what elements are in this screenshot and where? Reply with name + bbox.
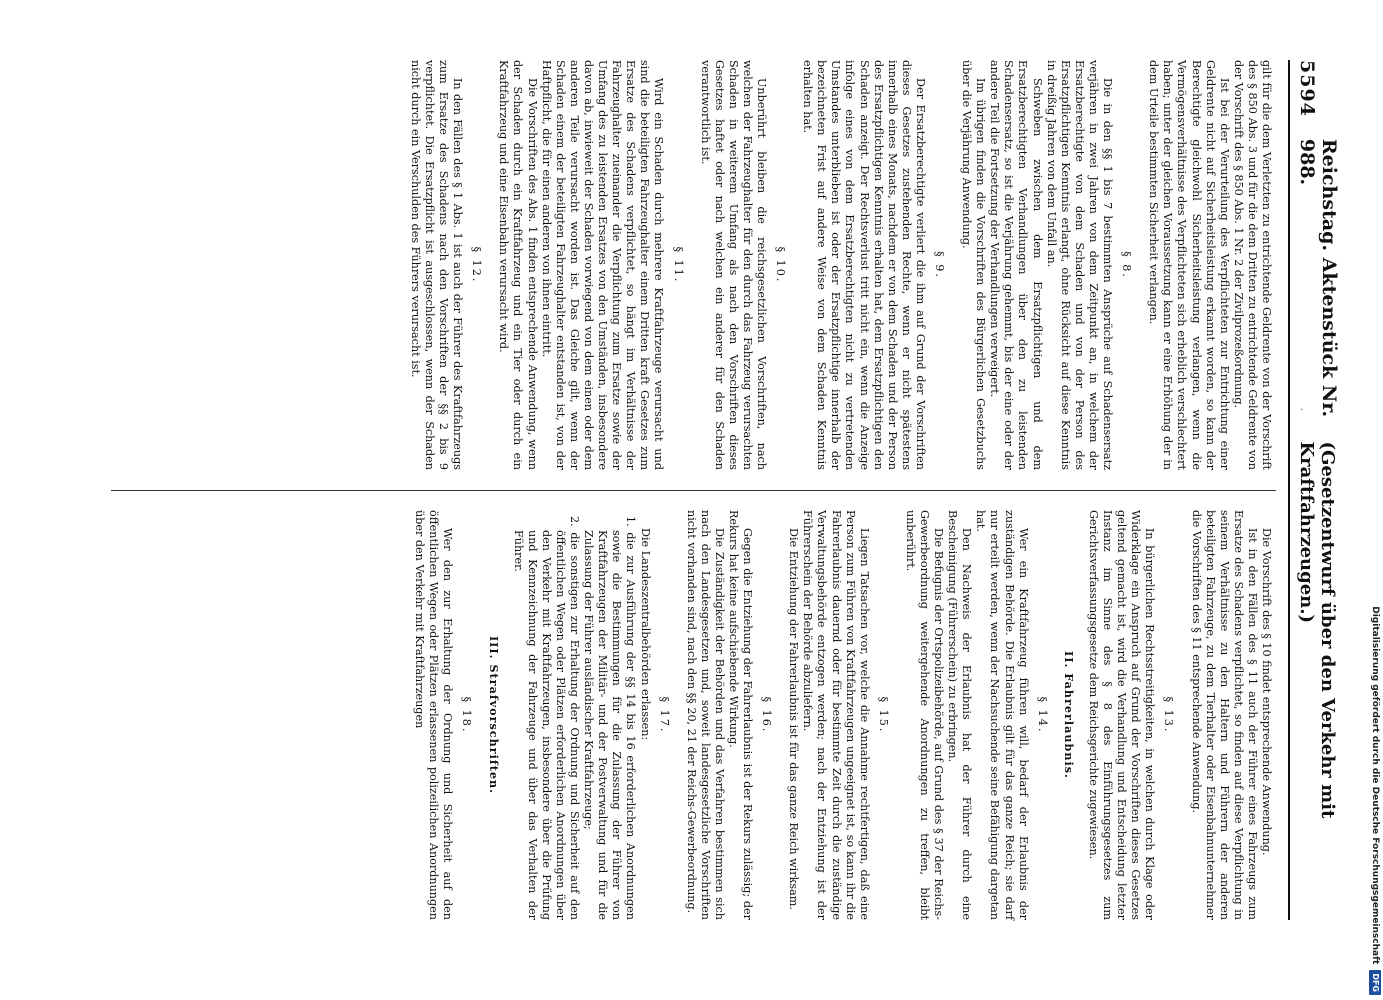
paragraph: Liegen Tatsachen vor, welche die Annahme rechtfertigen, daß eine Person zum Führen von Kraftfahrzeugen ungeeignet ist, so kann ihr die Fahrerlaubnis dauernd oder für bestimmte Zeit durch die zuständige Verwaltungsbehörde entzogen werden; nach der Entziehung ist der Führerschein der Behörde abzuliefern. — [801, 510, 871, 920]
list-item: 1. die zur Ausführung der §§ 14 bis 16 erforderlichen Anordnungen sowie die Bestimmungen für die Zulassung der Führer von Kraftfahrzeugen der Militär- und der Postverwaltung und für die Zulassung der Führer ausländischer Kraftfahrzeuge; — [582, 516, 638, 920]
list-item: 2. die sonstigen zur Erhaltung der Ordnung und Sicherheit auf den öffentlichen Wegen oder Plätzen erforderlichen Anordnungen über den Verkehr mit Kraftfahrzeugen, insbesondere über die Prüfung und Kennzeichnung der Fahrzeuge und über das Verhalten der Führer. — [511, 516, 582, 920]
paragraph: gilt für die dem Verletzten zu entrichtende Geldrente von der Vorschrift des § 850 Abs. 3 und für die dem Dritten zu entrichtende Geldrente von der Vorschrift des § 850 Abs. 1 Nr. 2 der Zivilprozeßordnung. — [1231, 60, 1273, 470]
dfg-logo: DFG — [1369, 970, 1381, 995]
part-heading: III. Strafvorschriften. — [486, 635, 501, 795]
section-heading: § 18. — [460, 696, 474, 734]
document-page — [103, 60, 1340, 960]
section-heading: § 15. — [876, 696, 890, 734]
margin-mark: · — [1300, 405, 1304, 416]
part-heading: II. Fahrerlaubnis. — [1061, 651, 1076, 779]
paragraph: Schweben zwischen dem Ersatzpflichtigen und dem Ersatzberechtigten Verhandlungen über den zu leistenden Schadensersatz, so ist die Verjährung gehemmt, bis der eine oder der andere Teil die Fortsetzung der Verhandlungen verweigert. — [988, 60, 1044, 470]
section-heading: § 10. — [774, 246, 788, 284]
paragraph: Ist bei der Verurteilung des Verpflichteten zur Entrichtung einer Geldrente nicht auf Sicherheitsleistung erkannt worden, so kann der Berechtigte gleichwohl Sicherheitsleistung verlangen, wenn die Vermögensverhältnisse des Verpflichteten sich erheblich verschlechtert haben; unter der gleichen Voraussetzung kann er eine Erhöhung der in dem Urteile bestimmten Sicherheit verlangen. — [1147, 60, 1231, 470]
header-source: Reichstag. Aktenstück Nr. 988. — [1296, 138, 1340, 418]
page-header — [1288, 60, 1340, 920]
paragraph: Die Entziehung der Fahrerlaubnis ist für das ganze Reich wirksam. — [787, 528, 801, 910]
section-heading: § 13. — [1162, 696, 1176, 734]
paragraph: In bürgerlichen Rechtsstreitigkeiten, in welchen durch Klage oder Widerklage ein Anspruch auf Grund der Vorschriften dieses Gesetzes geltend gemacht ist, wird die Verhandlung und Entscheidung letzter Instanz im Sinne des § 8 des Einführungsgesetzes zum Gerichtsverfassungsgesetze dem Reichsgerichte zugewiesen. — [1086, 510, 1157, 920]
paragraph: Wird ein Schaden durch mehrere Kraftfahrzeuge verursacht und sind die beteiligten Fahrzeughalter einem Dritten kraft Gesetzes zum Ersatze des Schadens verpflichtet, so hängt im Verhältnisse der Fahrzeughalter zueinander die Verpflichtung zum Ersatze sowie der Umfang des zu leistenden Ersatzes von den Umständen, insbesondere davon ab, inwieweit der Schaden vorwiegend von dem einen oder dem anderen Teile verursacht worden ist. Das Gleiche gilt, wenn der Schaden einem der beteiligten Fahrzeughalter entstanden ist, von der Haftpflicht, die für einen anderen von ihnen eintritt. — [539, 60, 666, 470]
paragraph: Wer ein Kraftfahrzeug führen will, bedarf der Erlaubnis der zuständigen Behörde. Die Erlaubnis gilt für das ganze Reich; sie darf nur erteilt werden, wenn der Nachsuchende seine Befähigung dargetan hat. — [974, 510, 1030, 920]
section-heading: § 17. — [657, 696, 671, 734]
header-title: (Gesetzentwurf über den Verkehr mit Kraftfahrzeugen.) — [1296, 441, 1338, 819]
section-heading: § 11. — [671, 246, 685, 284]
paragraph: Die Landeszentralbehörden erlassen: — [638, 528, 652, 741]
paragraph: Wer den zur Erhaltung der Ordnung und Sicherheit auf den öffentlichen Wegen oder Plätzen erlassenen polizeilichen Anordnungen über den Verkehr mit Kraftfahrzeugen — [413, 510, 455, 920]
section-heading: § 14. — [1035, 696, 1049, 734]
paragraph: Im übrigen finden die Vorschriften des Bürgerlichen Gesetzbuchs über die Verjährung Anwendung. — [960, 60, 988, 470]
credit-text: Digitalisierung gefördert durch die Deutsche Forschungsgemeinschaft — [1370, 606, 1380, 965]
paragraph: Die in den §§ 1 bis 7 bestimmten Ansprüche auf Schadensersatz verjähren in zwei Jahren von dem Zeitpunkt an, in welchem der Ersatzberechtigte von dem Schaden und von der Person des Ersatzpflichtigen Kenntnis erlangt, ohne Rücksicht auf diese Kenntnis in dreißig Jahren von dem Unfall an. — [1044, 60, 1115, 470]
page-number: 5594 — [1296, 60, 1318, 117]
paragraph: Die Vorschriften des Abs. 1 finden entsprechende Anwendung, wenn der Schaden durch ein Kraftfahrzeug und ein Tier oder durch ein Kraftfahrzeug und eine Eisenbahn verursacht wird. — [497, 60, 539, 470]
left-column — [408, 60, 1273, 470]
digitization-credit — [1368, 10, 1382, 995]
paragraph: Den Nachweis der Erlaubnis hat der Führer durch eine Bescheinigung (Führerschein) zu erbringen. — [946, 510, 974, 920]
paragraph: Der Ersatzberechtigte verliert die ihm auf Grund der Vorschriften dieses Gesetzes zustehenden Rechte, wenn er nicht spätestens innerhalb eines Monats, nachdem er von dem Schaden und der Person des Ersatzpflichtigen Kenntnis erhalten hat, dem Ersatzpflichtigen den Schaden anzeigt. Der Rechtsverlust tritt nicht ein, wenn die Anzeige infolge eines von dem Ersatzberechtigten nicht zu vertretenden Umstandes unterblieben ist oder der Ersatzpflichtige innerhalb der bezeichneten Frist auf andere Weise von dem Schaden Kenntnis erhalten hat. — [801, 60, 927, 470]
section-heading: § 12. — [470, 246, 484, 284]
section-heading: § 8. — [1120, 251, 1134, 279]
paragraph: Unberührt bleiben die reichsgesetzlichen Vorschriften, nach welchen der Fahrzeughalter für den durch das Fahrzeug verursachten Schaden in weiterem Umfang als nach den Vorschriften dieses Gesetzes haftet oder nach welchen ein anderer für den Schaden verantwortlich ist. — [698, 60, 768, 470]
paragraph: Die Vorschrift des § 10 findet entsprechende Anwendung. — [1260, 528, 1273, 856]
column-divider — [111, 490, 1276, 491]
section-heading: § 16. — [760, 696, 774, 734]
paragraph: Die Befugnis der Ortspolizeibehörde, auf Grund des § 37 der Reichs-Gewerbeordnung weitergehende Anordnungen zu treffen, bleibt unberührt. — [903, 510, 946, 920]
paragraph: In den Fällen des § 1 Abs. 1 ist auch der Führer des Kraftfahrzeugs zum Ersatze des Schadens nach den Vorschriften der §§ 2 bis 9 verpflichtet. Die Ersatzpflicht ist ausgeschlossen, wenn der Schaden nicht durch ein Verschulden des Führers verursacht ist. — [408, 60, 465, 470]
paragraph: Gegen die Entziehung der Fahrerlaubnis ist der Rekurs zulässig; der Rekurs hat keine aufschiebende Wirkung. — [727, 510, 755, 920]
section-heading: § 9. — [933, 251, 947, 279]
paragraph: Die Zuständigkeit der Behörden und das Verfahren bestimmen sich nach den Landesgesetzen und, soweit landesgesetzliche Vorschriften nicht vorhanden sind, nach den §§ 20, 21 der Reichs-Gewerbeordnung. — [684, 510, 726, 920]
paragraph: Ist in den Fällen des § 11 auch der Führer eines Fahrzeugs zum Ersatze des Schadens verpflichtet, so finden auf diese Verpflichtung in seinem Verhältnisse zu den Haltern und Führern der anderen beteiligten Fahrzeuge, zu dem Tierhalter oder Eisenbahnunternehmer die Vorschriften des § 11 entsprechende Anwendung. — [1189, 510, 1259, 920]
right-column — [412, 510, 1273, 920]
